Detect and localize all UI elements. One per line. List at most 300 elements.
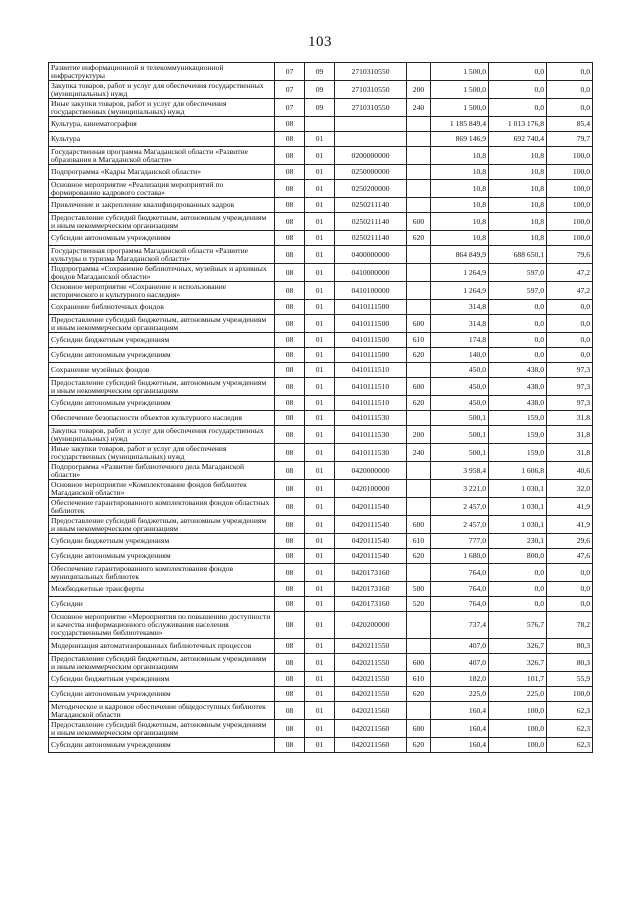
row-name-cell: Обеспечение безопасности объектов культурного наследия (49, 411, 275, 426)
execution-percent-cell: 100,0 (547, 687, 593, 702)
subsection-code-cell (305, 117, 335, 132)
planned-amount-cell: 500,1 (431, 426, 489, 444)
expense-type-cell: 520 (407, 597, 431, 612)
row-name-cell: Субсидии (49, 597, 275, 612)
target-article-cell: 0250000000 (335, 165, 407, 180)
target-article-cell: 0410111510 (335, 378, 407, 396)
planned-amount-cell: 160,4 (431, 702, 489, 720)
subsection-code-cell: 01 (305, 147, 335, 165)
table-row (49, 213, 593, 231)
section-code-cell: 08 (275, 738, 305, 753)
table-row (49, 348, 593, 363)
section-code-cell: 08 (275, 516, 305, 534)
executed-amount-cell: 159,0 (489, 444, 547, 462)
table-row (49, 516, 593, 534)
section-code-cell: 08 (275, 333, 305, 348)
execution-percent-cell: 62,3 (547, 738, 593, 753)
target-article-cell: 0420111540 (335, 516, 407, 534)
execution-percent-cell: 97,3 (547, 363, 593, 378)
target-article-cell: 0420200000 (335, 612, 407, 639)
target-article-cell: 0420173160 (335, 597, 407, 612)
executed-amount-cell: 0,0 (489, 315, 547, 333)
planned-amount-cell: 450,0 (431, 378, 489, 396)
section-code-cell: 08 (275, 411, 305, 426)
subsection-code-cell: 01 (305, 582, 335, 597)
subsection-code-cell: 01 (305, 165, 335, 180)
expense-type-cell (407, 462, 431, 480)
expense-type-cell: 610 (407, 672, 431, 687)
subsection-code-cell: 09 (305, 81, 335, 99)
section-code-cell: 08 (275, 396, 305, 411)
section-code-cell: 08 (275, 462, 305, 480)
row-name-cell: Обеспечение гарантированного комплектования фондов областных библиотек (49, 498, 275, 516)
expense-type-cell (407, 564, 431, 582)
planned-amount-cell: 1 500,0 (431, 81, 489, 99)
planned-amount-cell: 2 457,0 (431, 516, 489, 534)
section-code-cell: 08 (275, 213, 305, 231)
execution-percent-cell: 40,6 (547, 462, 593, 480)
table-row (49, 462, 593, 480)
execution-percent-cell: 0,0 (547, 582, 593, 597)
row-name-cell: Сохранение музейных фондов (49, 363, 275, 378)
execution-percent-cell: 79,6 (547, 246, 593, 264)
execution-percent-cell: 55,9 (547, 672, 593, 687)
expense-type-cell (407, 363, 431, 378)
section-code-cell: 08 (275, 720, 305, 738)
row-name-cell: Подпрограмма «Сохранение библиотечных, музейных и архивных фондов Магаданской области» (49, 264, 275, 282)
planned-amount-cell: 3 958,4 (431, 462, 489, 480)
subsection-code-cell: 01 (305, 516, 335, 534)
target-article-cell: 0420211550 (335, 687, 407, 702)
table-row (49, 444, 593, 462)
subsection-code-cell: 01 (305, 702, 335, 720)
executed-amount-cell: 0,0 (489, 63, 547, 81)
executed-amount-cell: 0,0 (489, 597, 547, 612)
expense-type-cell: 600 (407, 315, 431, 333)
planned-amount-cell: 777,0 (431, 534, 489, 549)
row-name-cell: Государственная программа Магаданской области «Развитие образования в Магаданской области» (49, 147, 275, 165)
target-article-cell: 0410111500 (335, 348, 407, 363)
execution-percent-cell: 0,0 (547, 564, 593, 582)
execution-percent-cell: 31,8 (547, 426, 593, 444)
executed-amount-cell: 10,8 (489, 198, 547, 213)
expense-type-cell (407, 264, 431, 282)
subsection-code-cell: 01 (305, 462, 335, 480)
subsection-code-cell: 01 (305, 534, 335, 549)
planned-amount-cell: 869 146,9 (431, 132, 489, 147)
table-row (49, 117, 593, 132)
target-article-cell: 0410000000 (335, 264, 407, 282)
executed-amount-cell: 326,7 (489, 654, 547, 672)
table-row (49, 378, 593, 396)
target-article-cell: 0410111530 (335, 411, 407, 426)
executed-amount-cell: 100,0 (489, 720, 547, 738)
expense-type-cell: 200 (407, 426, 431, 444)
expense-type-cell: 620 (407, 549, 431, 564)
subsection-code-cell: 01 (305, 639, 335, 654)
target-article-cell (335, 117, 407, 132)
expense-type-cell (407, 198, 431, 213)
row-name-cell: Предоставление субсидий бюджетным, автономным учреждениям и иным некоммерческим организациям (49, 654, 275, 672)
subsection-code-cell: 01 (305, 498, 335, 516)
execution-percent-cell: 97,3 (547, 378, 593, 396)
table-row (49, 720, 593, 738)
target-article-cell: 0250211140 (335, 198, 407, 213)
subsection-code-cell: 01 (305, 549, 335, 564)
executed-amount-cell: 10,8 (489, 213, 547, 231)
subsection-code-cell: 01 (305, 180, 335, 198)
section-code-cell: 08 (275, 348, 305, 363)
planned-amount-cell: 10,8 (431, 198, 489, 213)
table-row (49, 396, 593, 411)
table-row (49, 498, 593, 516)
expense-type-cell (407, 282, 431, 300)
executed-amount-cell: 688 650,1 (489, 246, 547, 264)
executed-amount-cell: 597,0 (489, 264, 547, 282)
planned-amount-cell: 140,0 (431, 348, 489, 363)
expense-type-cell: 600 (407, 378, 431, 396)
executed-amount-cell: 438,0 (489, 363, 547, 378)
row-name-cell: Субсидии автономным учреждениям (49, 231, 275, 246)
expense-type-cell (407, 480, 431, 498)
execution-percent-cell: 79,7 (547, 132, 593, 147)
planned-amount-cell: 1 264,9 (431, 264, 489, 282)
row-name-cell: Предоставление субсидий бюджетным, автономным учреждениям и иным некоммерческим организациям (49, 720, 275, 738)
execution-percent-cell: 47,2 (547, 264, 593, 282)
row-name-cell: Предоставление субсидий бюджетным, автономным учреждениям и иным некоммерческим организациям (49, 516, 275, 534)
section-code-cell: 08 (275, 198, 305, 213)
executed-amount-cell: 438,0 (489, 396, 547, 411)
page-number: 103 (308, 34, 332, 50)
expense-type-cell: 600 (407, 516, 431, 534)
section-code-cell: 08 (275, 549, 305, 564)
row-name-cell: Культура (49, 132, 275, 147)
executed-amount-cell: 159,0 (489, 411, 547, 426)
expense-type-cell (407, 132, 431, 147)
subsection-code-cell: 01 (305, 282, 335, 300)
executed-amount-cell: 1 606,8 (489, 462, 547, 480)
executed-amount-cell: 0,0 (489, 564, 547, 582)
target-article-cell: 0420211560 (335, 702, 407, 720)
execution-percent-cell: 80,3 (547, 654, 593, 672)
table-row (49, 246, 593, 264)
section-code-cell: 08 (275, 426, 305, 444)
table-row (49, 282, 593, 300)
executed-amount-cell: 0,0 (489, 99, 547, 117)
execution-percent-cell: 62,3 (547, 702, 593, 720)
target-article-cell: 0420211550 (335, 654, 407, 672)
expense-type-cell (407, 612, 431, 639)
section-code-cell: 08 (275, 315, 305, 333)
executed-amount-cell: 800,0 (489, 549, 547, 564)
executed-amount-cell: 101,7 (489, 672, 547, 687)
execution-percent-cell: 100,0 (547, 198, 593, 213)
subsection-code-cell: 01 (305, 363, 335, 378)
executed-amount-cell: 576,7 (489, 612, 547, 639)
section-code-cell: 08 (275, 639, 305, 654)
table-row (49, 147, 593, 165)
expense-type-cell: 620 (407, 687, 431, 702)
table-row (49, 672, 593, 687)
executed-amount-cell: 225,0 (489, 687, 547, 702)
target-article-cell: 0420173160 (335, 564, 407, 582)
planned-amount-cell: 160,4 (431, 720, 489, 738)
budget-table-body (49, 63, 593, 753)
section-code-cell: 08 (275, 378, 305, 396)
section-code-cell: 08 (275, 300, 305, 315)
row-name-cell: Подпрограмма «Кадры Магаданской области» (49, 165, 275, 180)
execution-percent-cell: 0,0 (547, 333, 593, 348)
row-name-cell: Основное мероприятие «Сохранение и использование исторического и культурного наследия» (49, 282, 275, 300)
executed-amount-cell: 10,8 (489, 147, 547, 165)
expense-type-cell: 200 (407, 81, 431, 99)
planned-amount-cell: 1 680,0 (431, 549, 489, 564)
target-article-cell: 0250211140 (335, 213, 407, 231)
section-code-cell: 08 (275, 165, 305, 180)
section-code-cell: 08 (275, 444, 305, 462)
execution-percent-cell: 0,0 (547, 348, 593, 363)
executed-amount-cell: 597,0 (489, 282, 547, 300)
expense-type-cell (407, 702, 431, 720)
execution-percent-cell: 80,3 (547, 639, 593, 654)
section-code-cell: 08 (275, 117, 305, 132)
expense-type-cell (407, 180, 431, 198)
expense-type-cell (407, 63, 431, 81)
planned-amount-cell: 10,8 (431, 165, 489, 180)
section-code-cell: 08 (275, 702, 305, 720)
planned-amount-cell: 10,8 (431, 213, 489, 231)
executed-amount-cell: 100,0 (489, 702, 547, 720)
row-name-cell: Предоставление субсидий бюджетным, автономным учреждениям и иным некоммерческим организациям (49, 378, 275, 396)
subsection-code-cell: 01 (305, 264, 335, 282)
row-name-cell: Субсидии бюджетным учреждениям (49, 534, 275, 549)
target-article-cell: 0250200000 (335, 180, 407, 198)
row-name-cell: Основное мероприятие «Комплектование фондов библиотек Магаданской области» (49, 480, 275, 498)
execution-percent-cell: 0,0 (547, 597, 593, 612)
section-code-cell: 08 (275, 246, 305, 264)
section-code-cell: 08 (275, 564, 305, 582)
row-name-cell: Сохранение библиотечных фондов (49, 300, 275, 315)
executed-amount-cell: 0,0 (489, 582, 547, 597)
table-row (49, 480, 593, 498)
row-name-cell: Субсидии автономным учреждениям (49, 687, 275, 702)
row-name-cell: Межбюджетные трансферты (49, 582, 275, 597)
subsection-code-cell: 01 (305, 597, 335, 612)
row-name-cell: Иные закупки товаров, работ и услуг для обеспечения государственных (муниципальных) нужд (49, 99, 275, 117)
row-name-cell: Государственная программа Магаданской области «Развитие культуры и туризма Магаданской области» (49, 246, 275, 264)
execution-percent-cell: 0,0 (547, 63, 593, 81)
execution-percent-cell: 0,0 (547, 99, 593, 117)
table-row (49, 612, 593, 639)
subsection-code-cell: 01 (305, 672, 335, 687)
subsection-code-cell: 09 (305, 63, 335, 81)
target-article-cell: 0410111500 (335, 300, 407, 315)
table-row (49, 654, 593, 672)
target-article-cell (335, 132, 407, 147)
executed-amount-cell: 100,0 (489, 738, 547, 753)
row-name-cell: Модернизация автоматизированных библиотечных процессов (49, 639, 275, 654)
planned-amount-cell: 450,0 (431, 396, 489, 411)
expense-type-cell (407, 639, 431, 654)
target-article-cell: 0410111500 (335, 315, 407, 333)
target-article-cell: 0420100000 (335, 480, 407, 498)
row-name-cell: Субсидии автономным учреждениям (49, 738, 275, 753)
target-article-cell: 0420111540 (335, 498, 407, 516)
expense-type-cell: 610 (407, 534, 431, 549)
executed-amount-cell: 1 030,1 (489, 498, 547, 516)
table-row (49, 99, 593, 117)
target-article-cell: 0410111530 (335, 444, 407, 462)
table-row (49, 702, 593, 720)
execution-percent-cell: 32,0 (547, 480, 593, 498)
target-article-cell: 0420000000 (335, 462, 407, 480)
target-article-cell: 0420211550 (335, 672, 407, 687)
executed-amount-cell: 692 740,4 (489, 132, 547, 147)
subsection-code-cell: 01 (305, 426, 335, 444)
subsection-code-cell: 01 (305, 132, 335, 147)
table-row (49, 597, 593, 612)
subsection-code-cell: 01 (305, 396, 335, 411)
section-code-cell: 08 (275, 534, 305, 549)
section-code-cell: 08 (275, 147, 305, 165)
subsection-code-cell: 01 (305, 411, 335, 426)
section-code-cell: 08 (275, 180, 305, 198)
executed-amount-cell: 0,0 (489, 300, 547, 315)
table-row (49, 411, 593, 426)
subsection-code-cell: 01 (305, 231, 335, 246)
target-article-cell: 0420111540 (335, 534, 407, 549)
execution-percent-cell: 97,3 (547, 396, 593, 411)
table-row (49, 300, 593, 315)
planned-amount-cell: 3 221,0 (431, 480, 489, 498)
execution-percent-cell: 31,8 (547, 444, 593, 462)
section-code-cell: 08 (275, 282, 305, 300)
subsection-code-cell: 01 (305, 315, 335, 333)
section-code-cell: 08 (275, 132, 305, 147)
subsection-code-cell: 01 (305, 738, 335, 753)
planned-amount-cell: 314,8 (431, 300, 489, 315)
executed-amount-cell: 230,1 (489, 534, 547, 549)
subsection-code-cell: 01 (305, 612, 335, 639)
executed-amount-cell: 326,7 (489, 639, 547, 654)
executed-amount-cell: 10,8 (489, 231, 547, 246)
executed-amount-cell: 1 030,1 (489, 516, 547, 534)
budget-table (48, 62, 593, 753)
expense-type-cell: 610 (407, 333, 431, 348)
execution-percent-cell: 31,8 (547, 411, 593, 426)
table-row (49, 564, 593, 582)
expense-type-cell (407, 117, 431, 132)
expense-type-cell (407, 498, 431, 516)
execution-percent-cell: 41,9 (547, 516, 593, 534)
table-row (49, 582, 593, 597)
subsection-code-cell: 01 (305, 720, 335, 738)
planned-amount-cell: 160,4 (431, 738, 489, 753)
section-code-cell: 07 (275, 81, 305, 99)
planned-amount-cell: 407,0 (431, 654, 489, 672)
expense-type-cell: 240 (407, 444, 431, 462)
target-article-cell: 0420211550 (335, 639, 407, 654)
planned-amount-cell: 174,8 (431, 333, 489, 348)
planned-amount-cell: 2 457,0 (431, 498, 489, 516)
section-code-cell: 07 (275, 99, 305, 117)
target-article-cell: 0250211140 (335, 231, 407, 246)
expense-type-cell: 240 (407, 99, 431, 117)
executed-amount-cell: 10,8 (489, 180, 547, 198)
row-name-cell: Субсидии бюджетным учреждениям (49, 333, 275, 348)
target-article-cell: 0420211560 (335, 720, 407, 738)
execution-percent-cell: 100,0 (547, 231, 593, 246)
table-row (49, 687, 593, 702)
table-row (49, 264, 593, 282)
executed-amount-cell: 159,0 (489, 426, 547, 444)
execution-percent-cell: 78,2 (547, 612, 593, 639)
section-code-cell: 07 (275, 63, 305, 81)
expense-type-cell: 620 (407, 738, 431, 753)
table-row (49, 81, 593, 99)
target-article-cell: 0420111540 (335, 549, 407, 564)
subsection-code-cell: 01 (305, 480, 335, 498)
planned-amount-cell: 1 264,9 (431, 282, 489, 300)
row-name-cell: Субсидии автономным учреждениям (49, 348, 275, 363)
executed-amount-cell: 0,0 (489, 348, 547, 363)
execution-percent-cell: 0,0 (547, 315, 593, 333)
section-code-cell: 08 (275, 672, 305, 687)
row-name-cell: Привлечение и закрепление квалифицированных кадров (49, 198, 275, 213)
planned-amount-cell: 500,1 (431, 444, 489, 462)
table-row (49, 132, 593, 147)
planned-amount-cell: 10,8 (431, 231, 489, 246)
expense-type-cell: 620 (407, 231, 431, 246)
row-name-cell: Субсидии бюджетным учреждениям (49, 672, 275, 687)
subsection-code-cell: 01 (305, 378, 335, 396)
table-row (49, 231, 593, 246)
table-row (49, 63, 593, 81)
row-name-cell: Обеспечение гарантированного комплектования фондов муниципальных библиотек (49, 564, 275, 582)
subsection-code-cell: 01 (305, 444, 335, 462)
execution-percent-cell: 62,3 (547, 720, 593, 738)
section-code-cell: 08 (275, 582, 305, 597)
planned-amount-cell: 225,0 (431, 687, 489, 702)
section-code-cell: 08 (275, 231, 305, 246)
execution-percent-cell: 47,6 (547, 549, 593, 564)
table-row (49, 534, 593, 549)
section-code-cell: 08 (275, 612, 305, 639)
executed-amount-cell: 1 030,1 (489, 480, 547, 498)
target-article-cell: 0410111500 (335, 333, 407, 348)
table-row (49, 315, 593, 333)
executed-amount-cell: 0,0 (489, 333, 547, 348)
expense-type-cell: 620 (407, 348, 431, 363)
expense-type-cell: 600 (407, 213, 431, 231)
row-name-cell: Закупка товаров, работ и услуг для обеспечения государственных (муниципальных) нужд (49, 81, 275, 99)
planned-amount-cell: 1 500,0 (431, 99, 489, 117)
planned-amount-cell: 500,1 (431, 411, 489, 426)
target-article-cell: 0410100000 (335, 282, 407, 300)
section-code-cell: 08 (275, 264, 305, 282)
planned-amount-cell: 10,8 (431, 180, 489, 198)
planned-amount-cell: 764,0 (431, 597, 489, 612)
planned-amount-cell: 314,8 (431, 315, 489, 333)
row-name-cell: Субсидии автономным учреждениям (49, 396, 275, 411)
table-row (49, 738, 593, 753)
expense-type-cell: 500 (407, 582, 431, 597)
table-row (49, 198, 593, 213)
executed-amount-cell: 10,8 (489, 165, 547, 180)
target-article-cell: 2710310550 (335, 63, 407, 81)
row-name-cell: Основное мероприятие «Мероприятия по повышению доступности и качества информационного обслуживания населения государственными библиотеками» (49, 612, 275, 639)
table-row (49, 165, 593, 180)
